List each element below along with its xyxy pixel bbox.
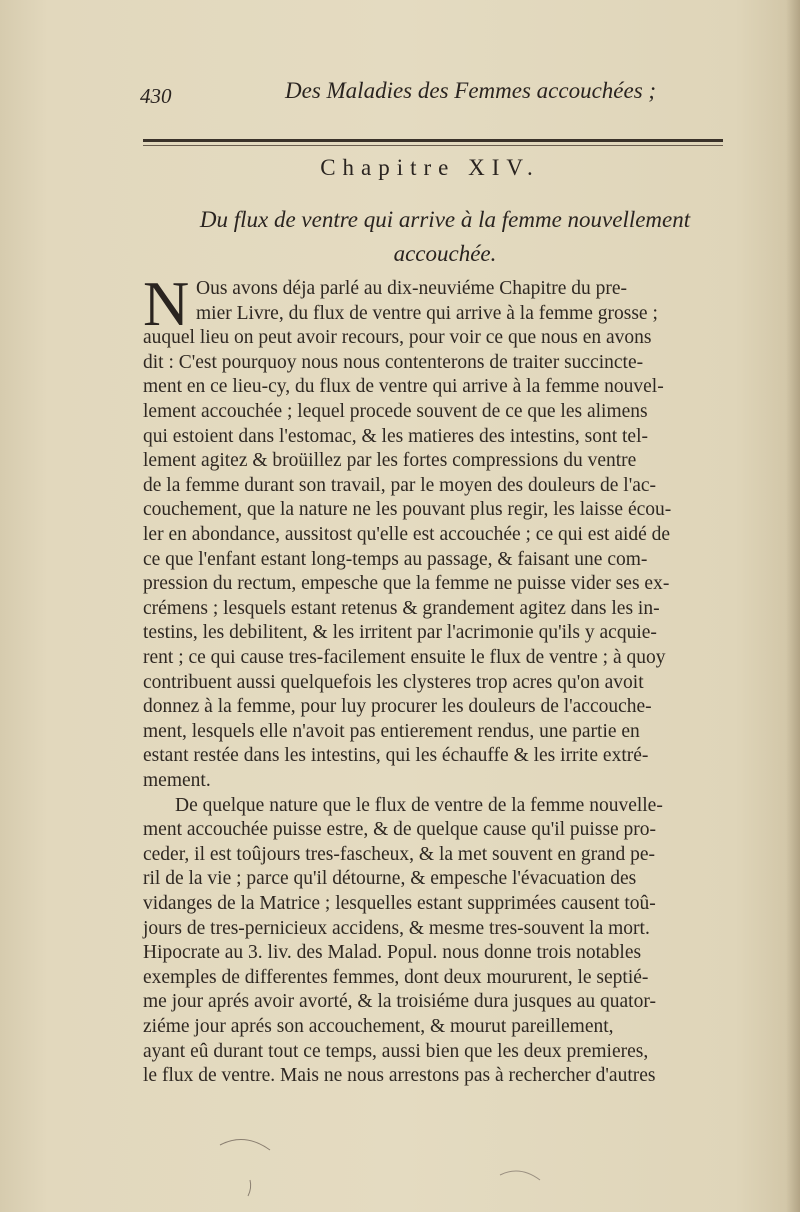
text-line: ment accouchée puisse estre, & de quelque cause qu'il puisse pro- — [143, 819, 657, 841]
text-line: lement agitez & broüillez par les fortes compressions du ventre — [143, 450, 637, 472]
text-line: crémens ; lesquels estant retenus & grandement agitez dans les in- — [143, 597, 660, 619]
subtitle-line: Du flux de ventre qui arrive à la femme nouvellement — [199, 207, 691, 232]
text-line: mier Livre, du flux de ventre qui arrive à la femme grosse ; — [196, 302, 658, 324]
text-line: ler en abondance, aussitost qu'elle est accouchée ; ce qui est aidé de — [143, 524, 671, 545]
text-line: contribuent aussi quelquefois les clysteres trop acres qu'on avoit — [143, 671, 644, 693]
text-line: auquel lieu on peut avoir recours, pour voir ce que nous en avons — [143, 327, 652, 349]
header-rule-thin — [143, 145, 723, 146]
text-line: testins, les debilitent, & les irritent par l'acrimonie qu'ils y acquie- — [143, 622, 657, 644]
text-line: Hipocrate au 3. liv. des Malad. Popul. nous donne trois notables — [143, 942, 642, 964]
text-line: Ous avons déja parlé au dix-neuviéme Chapitre du pre- — [196, 278, 628, 299]
text-line: ziéme jour aprés son accouchement, & mourut pareillement, — [143, 1016, 614, 1037]
text-line: ment en ce lieu-cy, du flux de ventre qui arrive à la femme nouvel- — [143, 376, 664, 398]
text-line: dit : C'est pourquoy nous nous contenterons de traiter succincte- — [143, 351, 644, 373]
chapter-title: Chapitre XIV. — [320, 155, 540, 180]
text-line: de la femme durant son travail, par le moyen des douleurs de l'ac- — [143, 474, 657, 496]
header-rule — [143, 139, 723, 142]
text-line: jours de tres-pernicieux accidens, & mesme tres-souvent la mort. — [143, 917, 650, 939]
drop-cap: N — [143, 268, 190, 339]
pen-scribble-marks — [200, 1110, 580, 1200]
text-line: rent ; ce qui cause tres-facilement ensuite le flux de ventre ; à quoy — [143, 647, 666, 668]
text-line: donnez à la femme, pour luy procurer les douleurs de l'accouche- — [143, 696, 652, 718]
text-line: De quelque nature que le flux de ventre de la femme nouvelle- — [175, 794, 663, 816]
text-line: vidanges de la Matrice ; lesquelles estant supprimées causent toû- — [143, 893, 656, 914]
text-line: ment, lesquels elle n'avoit pas entierement rendus, une partie en — [143, 720, 640, 742]
text-line: ayant eû durant tout ce temps, aussi bien que les deux premieres, — [143, 1040, 649, 1062]
page-header — [140, 78, 700, 114]
text-line: ceder, il est toûjours tres-fascheux, & la met souvent en grand pe- — [143, 843, 656, 865]
text-line: ce que l'enfant estant long-temps au passage, & faisant une com- — [143, 548, 648, 570]
text-line: mement. — [143, 770, 211, 791]
page-number: 430 — [140, 84, 172, 108]
text-line: me jour aprés avoir avorté, & la troisiéme dura jusques au quator- — [143, 991, 656, 1013]
chapter-subtitle — [175, 203, 715, 271]
text-line: pression du rectum, empesche que la femme ne puisse vider ses ex- — [143, 573, 670, 595]
text-line: estant restée dans les intestins, qui les échauffe & les irrite extré- — [143, 745, 649, 767]
text-line: ril de la vie ; parce qu'il détourne, & empesche l'évacuation des — [143, 868, 637, 890]
text-line: exemples de differentes femmes, dont deux moururent, le septié- — [143, 966, 649, 988]
text-line: lement accouchée ; lequel procede souvent de ce que les alimens — [143, 401, 648, 422]
text-line: qui estoient dans l'estomac, & les matieres des intestins, sont tel- — [143, 425, 649, 447]
text-line: le flux de ventre. Mais ne nous arrestons pas à rechercher d'autres — [143, 1065, 656, 1087]
text-line: couchement, que la nature ne les pouvant plus regir, les laisse écou- — [143, 499, 672, 521]
running-title: Des Maladies des Femmes accouchées ; — [285, 78, 657, 103]
subtitle-line: accouchée. — [393, 241, 497, 266]
page-edge-shadow — [786, 0, 800, 1212]
